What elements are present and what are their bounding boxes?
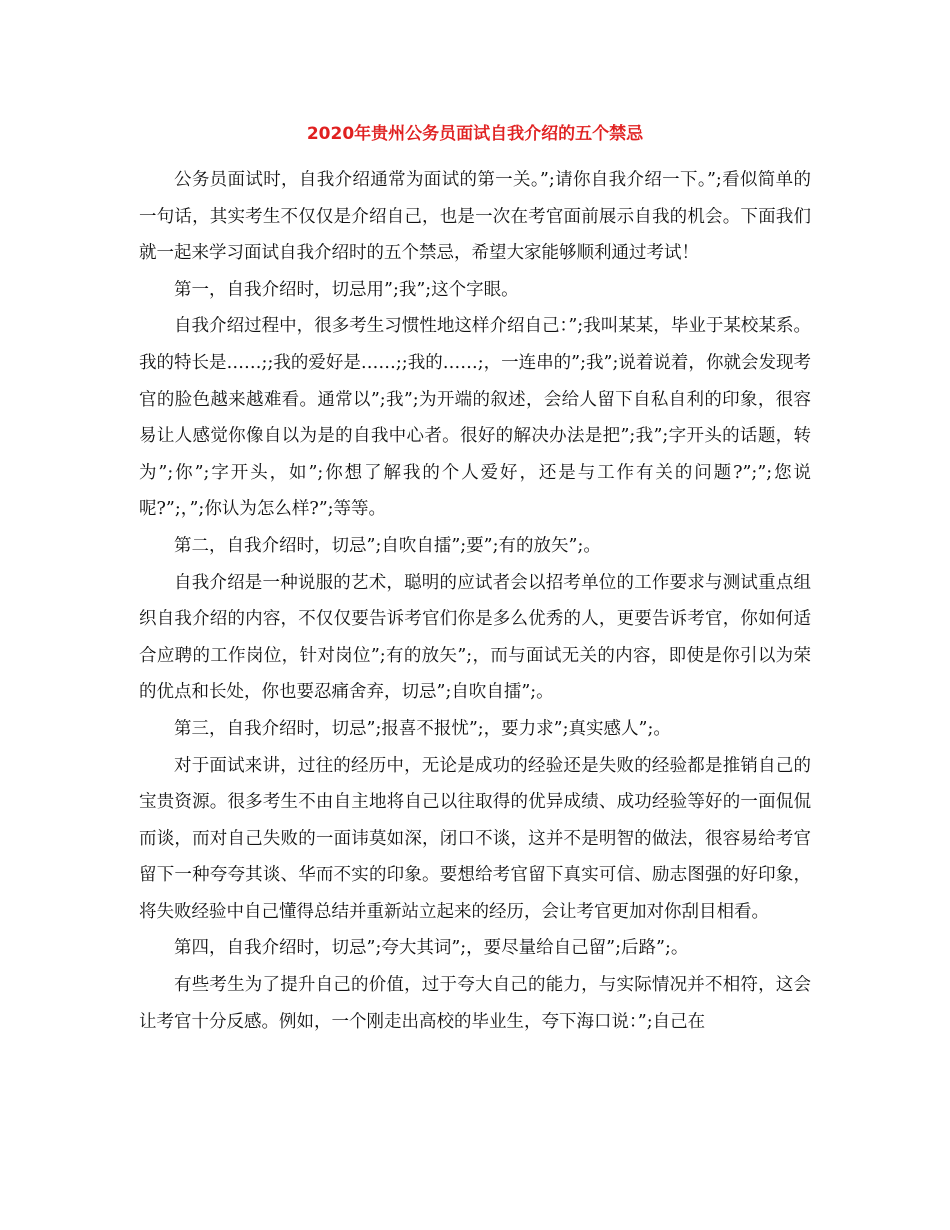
paragraph-rule-3-heading: 第三，自我介绍时，切忌”;报喜不报忧”;，要力求”;真实感人”;。 xyxy=(174,718,671,739)
paragraph-rule-2-body: 自我介绍是一种说服的艺术，聪明的应试者会以招考单位的工作要求与测试重点组织自我介绍的内容，不仅仅要告诉考官们你是多么优秀的人，更要告诉考官，你如何适合应聘的工作岗位，针对岗位”;有的放矢”;，而与面试无关的内容，即使是你引以为荣的优点和长处，你也要忍痛舍弃，切忌”;自吹自擂”;。 xyxy=(139,572,811,703)
paragraph-rule-1-body: 自我介绍过程中，很多考生习惯性地这样介绍自己：”;我叫某某，毕业于某校某系。我的特长是……;;我的爱好是……;;我的……;，一连串的”;我”;说着说着，你就会发现考官的脸色越来越难看。通常以”;我”;为开端的叙述，会给人留下自私自利的印象，很容易让人感觉你像自以为是的自我中心者。很好的解决办法是把”;我”;字开头的话题，转为”;你”;字开头，如”;你想了解我的个人爱好，还是与工作有关的问题?”;”;您说呢?”;，”;你认为怎么样?”;等等。 xyxy=(139,316,811,520)
document-body xyxy=(139,162,811,1040)
paragraph-rule-1-heading: 第一，自我介绍时，切忌用”;我”;这个字眼。 xyxy=(174,279,519,300)
document-title: 2020年贵州公务员面试自我介绍的五个禁忌 xyxy=(306,124,644,144)
paragraph-rule-3-body: 对于面试来讲，过往的经历中，无论是成功的经验还是失败的经验都是推销自己的宝贵资源。很多考生不由自主地将自己以往取得的优异成绩、成功经验等好的一面侃侃而谈，而对自己失败的一面讳莫如深，闭口不谈，这并不是明智的做法，很容易给考官留下一种夸夸其谈、华而不实的印象。要想给考官留下真实可信、励志图强的好印象，将失败经验中自己懂得总结并重新站立起来的经历，会让考官更加对你刮目相看。 xyxy=(139,755,811,922)
paragraph-rule-4-heading: 第四，自我介绍时，切忌”;夸大其词”;，要尽量给自己留”;后路”;。 xyxy=(174,938,689,959)
paragraph-intro: 公务员面试时，自我介绍通常为面试的第一关。”;请你自我介绍一下。”;看似简单的一句话，其实考生不仅仅是介绍自己，也是一次在考官面前展示自我的机会。下面我们就一起来学习面试自我介绍时的五个禁忌，希望大家能够顺利通过考试！ xyxy=(139,170,811,264)
paragraph-rule-2-heading: 第二，自我介绍时，切忌”;自吹自擂”;要”;有的放矢”;。 xyxy=(174,535,601,556)
paragraph-rule-4-body: 有些考生为了提升自己的价值，过于夸大自己的能力，与实际情况并不相符，这会让考官十分反感。例如，一个刚走出高校的毕业生，夸下海口说：”;自己在 xyxy=(139,975,811,1032)
